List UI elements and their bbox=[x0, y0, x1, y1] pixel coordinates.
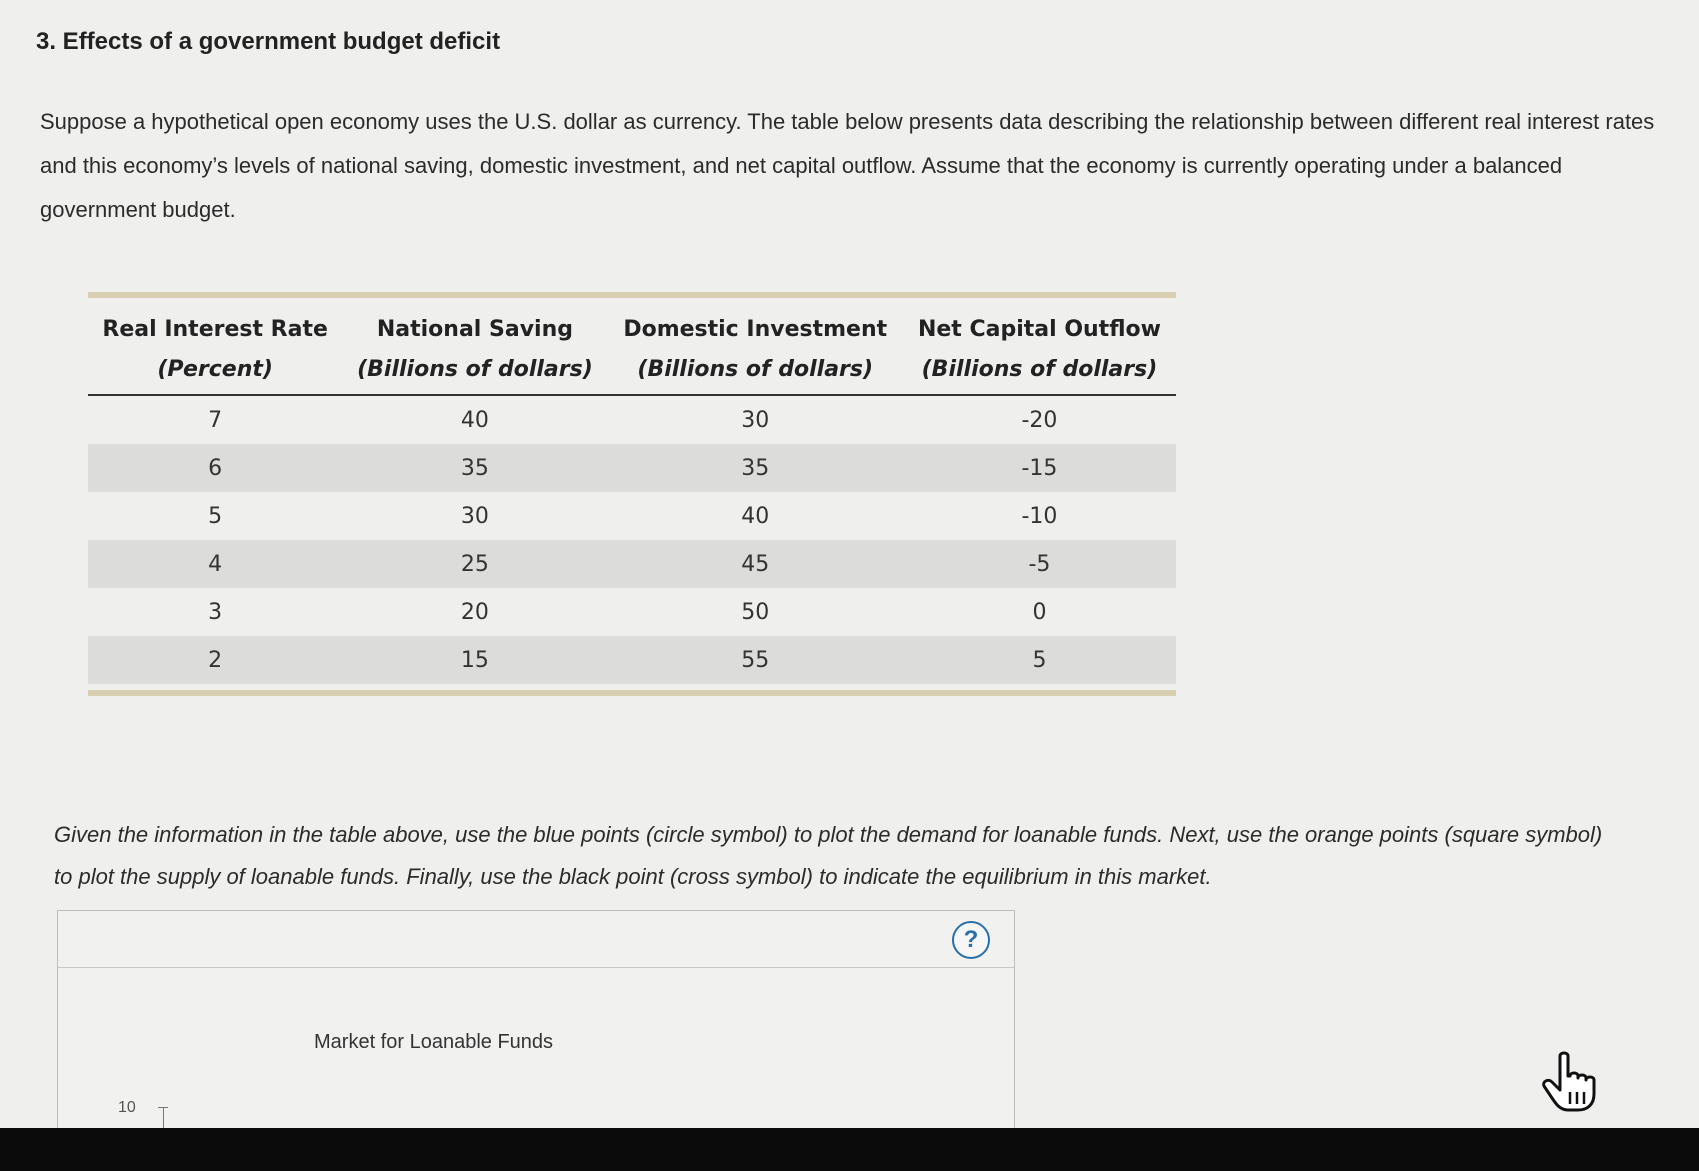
graph-toolbar bbox=[58, 911, 1014, 968]
table-row bbox=[88, 395, 1176, 444]
table-cell: 0 bbox=[1032, 599, 1047, 625]
table-cell: 15 bbox=[342, 636, 607, 684]
table-row bbox=[88, 444, 1176, 492]
table-cell: 35 bbox=[608, 444, 903, 492]
table-cell: 45 bbox=[608, 540, 903, 588]
page-title: 3. Effects of a government budget deficit bbox=[36, 28, 501, 55]
graph-panel[interactable] bbox=[57, 910, 1015, 1152]
question-circle-icon: ? bbox=[963, 926, 979, 953]
header-unit: (Percent) bbox=[157, 357, 273, 382]
table-cell: 2 bbox=[88, 636, 342, 684]
table-cell: 35 bbox=[342, 444, 607, 492]
table-header-row bbox=[88, 298, 1176, 395]
header-unit: (Billions of dollars) bbox=[921, 357, 1158, 382]
graph-title: Market for Loanable Funds bbox=[314, 1031, 554, 1053]
table-cell: 25 bbox=[342, 540, 607, 588]
table-cell: 5 bbox=[903, 636, 1176, 684]
intro-paragraph: Suppose a hypothetical open economy uses the U.S. dollar as currency. The table below presents data describing the relationship between different real interest rates and this economy’s levels of national saving, domestic investment, and net capital outflow. Assume that the economy is currently operating under a balanced government budget. bbox=[40, 109, 1655, 222]
table-cell: -5 bbox=[903, 540, 1176, 588]
table-row bbox=[88, 540, 1176, 588]
table-cell: 40 bbox=[460, 407, 489, 433]
table-cell: -10 bbox=[1021, 503, 1058, 529]
table-bottom-rule bbox=[88, 690, 1176, 696]
table-cell: 55 bbox=[608, 636, 903, 684]
graph-instructions: Given the information in the table above, use the blue points (circle symbol) to plot the demand for loanable funds. Next, use the orange points (square symbol) to plot the supply of loanable funds. Finally, use the black point (cross symbol) to indicate the equilibrium in this market. bbox=[54, 822, 1603, 889]
table-cell: 20 bbox=[460, 599, 489, 625]
table-cell: 50 bbox=[741, 599, 770, 625]
table-cell: 30 bbox=[741, 407, 770, 433]
table-cell: 6 bbox=[88, 444, 342, 492]
data-table bbox=[88, 298, 1176, 684]
header-domestic-investment bbox=[608, 298, 903, 395]
table-cell: -15 bbox=[903, 444, 1176, 492]
hand-pointer-icon bbox=[1540, 1050, 1600, 1114]
header-unit: (Billions of dollars) bbox=[637, 357, 874, 382]
table-cell: 3 bbox=[208, 599, 223, 625]
table-cell: 30 bbox=[460, 503, 489, 529]
header-national-saving bbox=[342, 298, 607, 395]
table-row bbox=[88, 636, 1176, 684]
table-cell: 4 bbox=[88, 540, 342, 588]
header-label: National Saving bbox=[376, 317, 573, 342]
header-label: Domestic Investment bbox=[623, 317, 888, 342]
header-label: Real Interest Rate bbox=[102, 317, 328, 342]
header-interest-rate bbox=[88, 298, 342, 395]
y-axis-tick-label: 10 bbox=[118, 1099, 136, 1116]
table-row bbox=[88, 588, 1176, 636]
help-button[interactable] bbox=[952, 921, 990, 959]
table-cell: 40 bbox=[741, 503, 770, 529]
screen-bezel bbox=[0, 1128, 1699, 1171]
data-table-container bbox=[88, 292, 1176, 696]
table-cell: 7 bbox=[208, 407, 223, 433]
table-cell: 5 bbox=[208, 503, 223, 529]
header-net-capital-outflow bbox=[903, 298, 1176, 395]
header-label: Net Capital Outflow bbox=[917, 317, 1161, 342]
header-unit: (Billions of dollars) bbox=[357, 357, 593, 382]
table-row bbox=[88, 492, 1176, 540]
table-cell: -20 bbox=[1021, 407, 1058, 433]
